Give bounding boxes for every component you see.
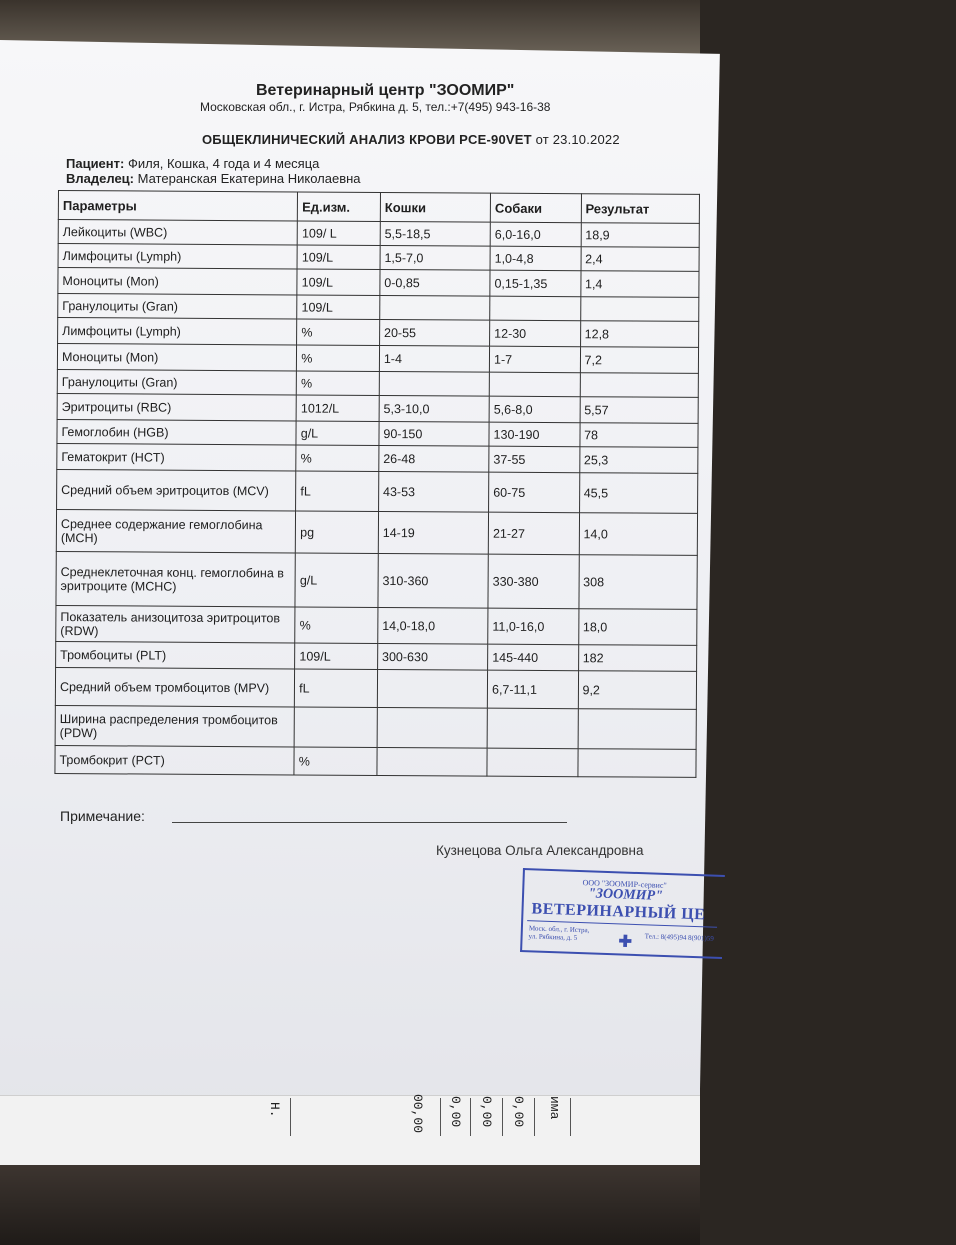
cell-unit: % xyxy=(297,371,380,396)
cell-unit: 109/L xyxy=(297,295,380,320)
cell-cat-range: 300-630 xyxy=(377,643,487,670)
cell-cat-range: 5,3-10,0 xyxy=(379,395,489,422)
cell-dog-range: 130-190 xyxy=(489,422,580,447)
lower-paper-line xyxy=(534,1098,535,1136)
cell-unit xyxy=(294,707,377,748)
cell-unit: pg xyxy=(296,511,379,554)
cell-dog-range: 0,15-1,35 xyxy=(490,270,581,297)
cell-param: Эритроциты (RBC) xyxy=(57,393,296,420)
cell-cat-range: 20-55 xyxy=(379,319,489,346)
patient-label: Пациент: xyxy=(66,156,125,171)
cell-result xyxy=(580,297,699,322)
cell-param: Средний объем тромбоцитов (MPV) xyxy=(55,667,294,706)
cell-cat-range: 43-53 xyxy=(378,471,488,512)
stamp-phone: Тел.: 8(495)94 8(901)59 xyxy=(644,932,714,943)
table-row xyxy=(57,443,698,473)
cell-param: Лимфоциты (Lymph) xyxy=(58,318,297,345)
cell-result: 45,5 xyxy=(579,473,698,514)
cell-param: Тромбоциты (PLT) xyxy=(56,641,295,668)
cell-unit: fL xyxy=(296,471,379,512)
table-row xyxy=(57,393,698,423)
cell-dog-range: 21-27 xyxy=(488,512,579,555)
lower-paper-line xyxy=(502,1098,503,1136)
cell-result: 25,3 xyxy=(579,447,698,474)
doctor-name: Кузнецова Ольга Александровна xyxy=(436,843,644,858)
cell-unit: % xyxy=(296,445,379,472)
cell-cat-range xyxy=(377,747,487,776)
table-row xyxy=(56,641,697,671)
cell-dog-range: 145-440 xyxy=(488,644,579,671)
cell-dog-range: 12-30 xyxy=(490,320,581,347)
cell-param: Ширина распределения тромбоцитов (PDW) xyxy=(55,705,294,746)
table-row xyxy=(57,344,698,374)
cross-icon: ✚ xyxy=(618,933,633,951)
stamp-address: Моск. обл., г. Истра, ул. Рябкина, д. 5 xyxy=(528,924,590,942)
cell-cat-range: 0-0,85 xyxy=(380,269,490,296)
cell-cat-range: 1-4 xyxy=(379,345,489,372)
cell-unit: g/L xyxy=(295,553,378,608)
cell-cat-range: 5,5-18,5 xyxy=(380,221,490,246)
cell-param: Лимфоциты (Lymph) xyxy=(58,244,297,269)
cell-unit: 109/L xyxy=(297,269,380,296)
lower-paper xyxy=(0,1095,700,1171)
cell-cat-range: 26-48 xyxy=(379,445,489,472)
col-header-result: Результат xyxy=(581,194,700,224)
cell-dog-range xyxy=(490,296,581,321)
cell-unit: 1012/L xyxy=(296,395,379,422)
cell-result: 18,0 xyxy=(578,609,697,646)
cell-result xyxy=(580,373,699,398)
cell-param: Среднее содержание гемоглобина (MCH) xyxy=(56,509,296,552)
cell-dog-range: 11,0-16,0 xyxy=(488,608,579,645)
cell-result xyxy=(578,709,697,750)
cell-dog-range: 6,7-11,1 xyxy=(487,670,578,709)
stamp-line2: "ЗООМИР" xyxy=(587,886,664,904)
lower-paper-text: има xyxy=(547,1096,562,1120)
cell-result: 12,8 xyxy=(580,321,699,348)
col-header-dogs: Собаки xyxy=(490,193,581,223)
table-header-row xyxy=(58,191,699,224)
table-row xyxy=(55,745,696,777)
cell-result: 78 xyxy=(580,423,699,448)
cell-dog-range xyxy=(487,748,578,777)
cell-param: Гемоглобин (HGB) xyxy=(57,419,296,444)
cell-param: Гранулоциты (Gran) xyxy=(58,294,297,319)
cell-result: 7,2 xyxy=(580,347,699,374)
cell-dog-range: 330-380 xyxy=(488,554,579,609)
table-row xyxy=(56,509,697,555)
clinic-name: Ветеринарный центр "ЗООМИР" xyxy=(256,82,515,99)
lower-paper-text: 0,00 xyxy=(479,1096,494,1128)
lower-paper-line xyxy=(440,1098,441,1136)
table-row xyxy=(55,667,696,709)
cell-result: 182 xyxy=(578,645,697,672)
background-bottom xyxy=(0,1165,700,1245)
cell-result xyxy=(578,749,697,778)
cell-cat-range: 1,5-7,0 xyxy=(380,245,490,270)
table-row xyxy=(56,551,697,609)
table-row xyxy=(57,469,698,513)
col-header-params: Параметры xyxy=(58,191,297,221)
document-title xyxy=(202,132,902,147)
note-label: Примечание: xyxy=(60,808,145,824)
cell-dog-range xyxy=(487,708,578,749)
stamp-line3: ВЕТЕРИНАРНЫЙ ЦЕ xyxy=(531,900,706,924)
cell-cat-range xyxy=(380,295,490,320)
cell-unit: % xyxy=(297,319,380,346)
lower-paper-text: 00,00 xyxy=(410,1094,425,1134)
cell-param: Тромбокрит (PCT) xyxy=(55,745,294,774)
cell-cat-range: 14,0-18,0 xyxy=(378,607,488,644)
cell-unit: 109/ L xyxy=(297,221,380,246)
cell-dog-range xyxy=(489,372,580,397)
owner-label: Владелец: xyxy=(66,171,134,186)
cell-unit: % xyxy=(295,607,378,644)
col-header-unit: Ед.изм. xyxy=(298,192,381,222)
cell-unit: 109/L xyxy=(295,643,378,670)
cell-cat-range xyxy=(377,707,487,748)
cell-cat-range xyxy=(379,371,489,396)
cell-cat-range xyxy=(377,669,487,708)
lower-paper-line xyxy=(570,1098,571,1136)
cell-unit: 109/L xyxy=(297,245,380,270)
cell-dog-range: 1-7 xyxy=(489,346,580,373)
table-row xyxy=(58,268,699,298)
cell-result: 2,4 xyxy=(581,247,700,272)
cell-unit: % xyxy=(297,345,380,372)
cell-param: Показатель анизоцитоза эритроцитов (RDW) xyxy=(56,605,295,642)
cell-dog-range: 1,0-4,8 xyxy=(490,246,581,271)
cell-result: 14,0 xyxy=(579,513,698,556)
cell-param: Средний объем эритроцитов (MCV) xyxy=(57,469,296,510)
cell-param: Моноциты (Mon) xyxy=(57,344,296,371)
cell-param: Среднеклеточная конц. гемоглобина в эритроците (MCHC) xyxy=(56,551,296,606)
cell-dog-range: 37-55 xyxy=(489,446,580,473)
col-header-cats: Кошки xyxy=(380,192,490,222)
cell-param: Лейкоциты (WBC) xyxy=(58,220,297,245)
cell-cat-range: 90-150 xyxy=(379,421,489,446)
table-row xyxy=(56,605,697,645)
cell-dog-range: 6,0-16,0 xyxy=(490,222,581,247)
cell-result: 308 xyxy=(579,555,698,610)
document-date: от 23.10.2022 xyxy=(535,132,620,147)
cell-param: Гранулоциты (Gran) xyxy=(57,369,296,394)
cell-unit: g/L xyxy=(296,421,379,446)
cell-unit: % xyxy=(294,747,377,776)
cell-result: 5,57 xyxy=(580,397,699,424)
clinic-address: Московская обл., г. Истра, Рябкина д. 5, тел.:+7(495) 943-16-38 xyxy=(200,100,551,114)
stamp-line1: ООО "ЗООМИР-сервис" xyxy=(582,878,667,891)
table-row xyxy=(58,318,699,348)
lower-paper-text: 0,00 xyxy=(448,1096,463,1128)
results-table xyxy=(54,190,700,778)
cell-cat-range: 310-360 xyxy=(378,553,488,608)
cell-dog-range: 60-75 xyxy=(489,472,580,513)
cell-result: 1,4 xyxy=(580,271,699,298)
cell-dog-range: 5,6-8,0 xyxy=(489,396,580,423)
cell-result: 18,9 xyxy=(581,223,700,248)
patient-value: Филя, Кошка, 4 года и 4 месяца xyxy=(127,156,320,171)
lower-paper-line xyxy=(470,1098,471,1136)
lower-paper-line xyxy=(290,1098,291,1136)
owner-value: Матеранская Екатерина Николаевна xyxy=(137,171,361,186)
clinic-stamp xyxy=(520,868,725,959)
cell-cat-range: 14-19 xyxy=(378,511,488,554)
patient-line xyxy=(66,156,766,171)
cell-unit: fL xyxy=(295,669,378,708)
note-line xyxy=(172,822,567,823)
cell-result: 9,2 xyxy=(578,671,697,710)
table-row xyxy=(55,705,696,749)
cell-param: Моноциты (Mon) xyxy=(58,268,297,295)
document-title-text: ОБЩЕКЛИНИЧЕСКИЙ АНАЛИЗ КРОВИ PCE-90VET xyxy=(202,132,532,147)
lower-paper-text: Н. xyxy=(267,1102,282,1118)
cell-param: Гематокрит (HCT) xyxy=(57,443,296,470)
lower-paper-text: 0,00 xyxy=(511,1096,526,1128)
owner-line xyxy=(66,171,766,186)
